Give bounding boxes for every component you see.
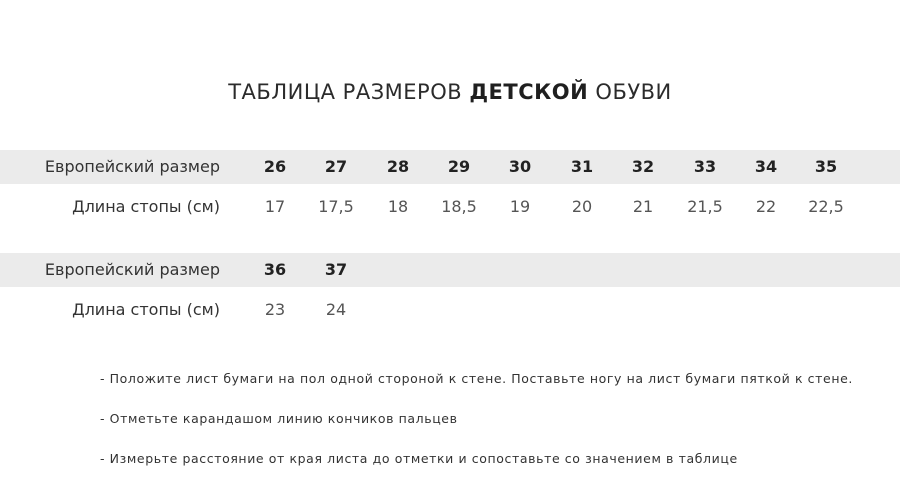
length-cell: 22 [755,197,777,216]
length-cell: 17 [264,197,286,216]
size-cell: 29 [447,157,471,176]
instruction-line: - Отметьте карандашом линию кончиков пальцев [100,411,458,426]
size-cell: 27 [324,157,348,176]
size-cell: 35 [814,157,838,176]
size-cell: 33 [693,157,717,176]
table2-size-row [0,253,900,287]
length-cell: 21,5 [687,197,723,216]
length-cell: 24 [325,300,347,319]
table2-size-label: Европейский размер [44,260,220,279]
length-cell: 20 [571,197,593,216]
table2-length-label: Длина стопы (см) [72,300,220,319]
size-cell: 28 [386,157,410,176]
size-cell: 34 [754,157,778,176]
size-cell: 30 [508,157,532,176]
length-cell: 21 [632,197,654,216]
table1-size-row [0,150,900,184]
length-cell: 23 [264,300,286,319]
length-cell: 19 [509,197,531,216]
page-title [0,80,900,104]
size-cell: 37 [324,260,348,279]
table2-length-row [0,293,900,327]
table1-length-label: Длина стопы (см) [72,197,220,216]
table1-size-label: Европейский размер [44,157,220,176]
length-cell: 18,5 [441,197,477,216]
length-cell: 17,5 [318,197,354,216]
size-cell: 36 [263,260,287,279]
size-cell: 32 [631,157,655,176]
size-cell: 31 [570,157,594,176]
title-prefix: ТАБЛИЦА РАЗМЕРОВ [228,80,470,104]
length-cell: 22,5 [808,197,844,216]
length-cell: 18 [387,197,409,216]
title-bold: ДЕТСКОЙ [469,80,589,104]
instruction-line: - Положите лист бумаги на пол одной стороной к стене. Поставьте ногу на лист бумаги пяткой к стене. [100,371,853,386]
title-suffix: ОБУВИ [588,80,672,104]
table1-length-row [0,190,900,224]
size-cell: 26 [263,157,287,176]
instruction-line: - Измерьте расстояние от края листа до отметки и сопоставьте со значением в таблице [100,451,738,466]
